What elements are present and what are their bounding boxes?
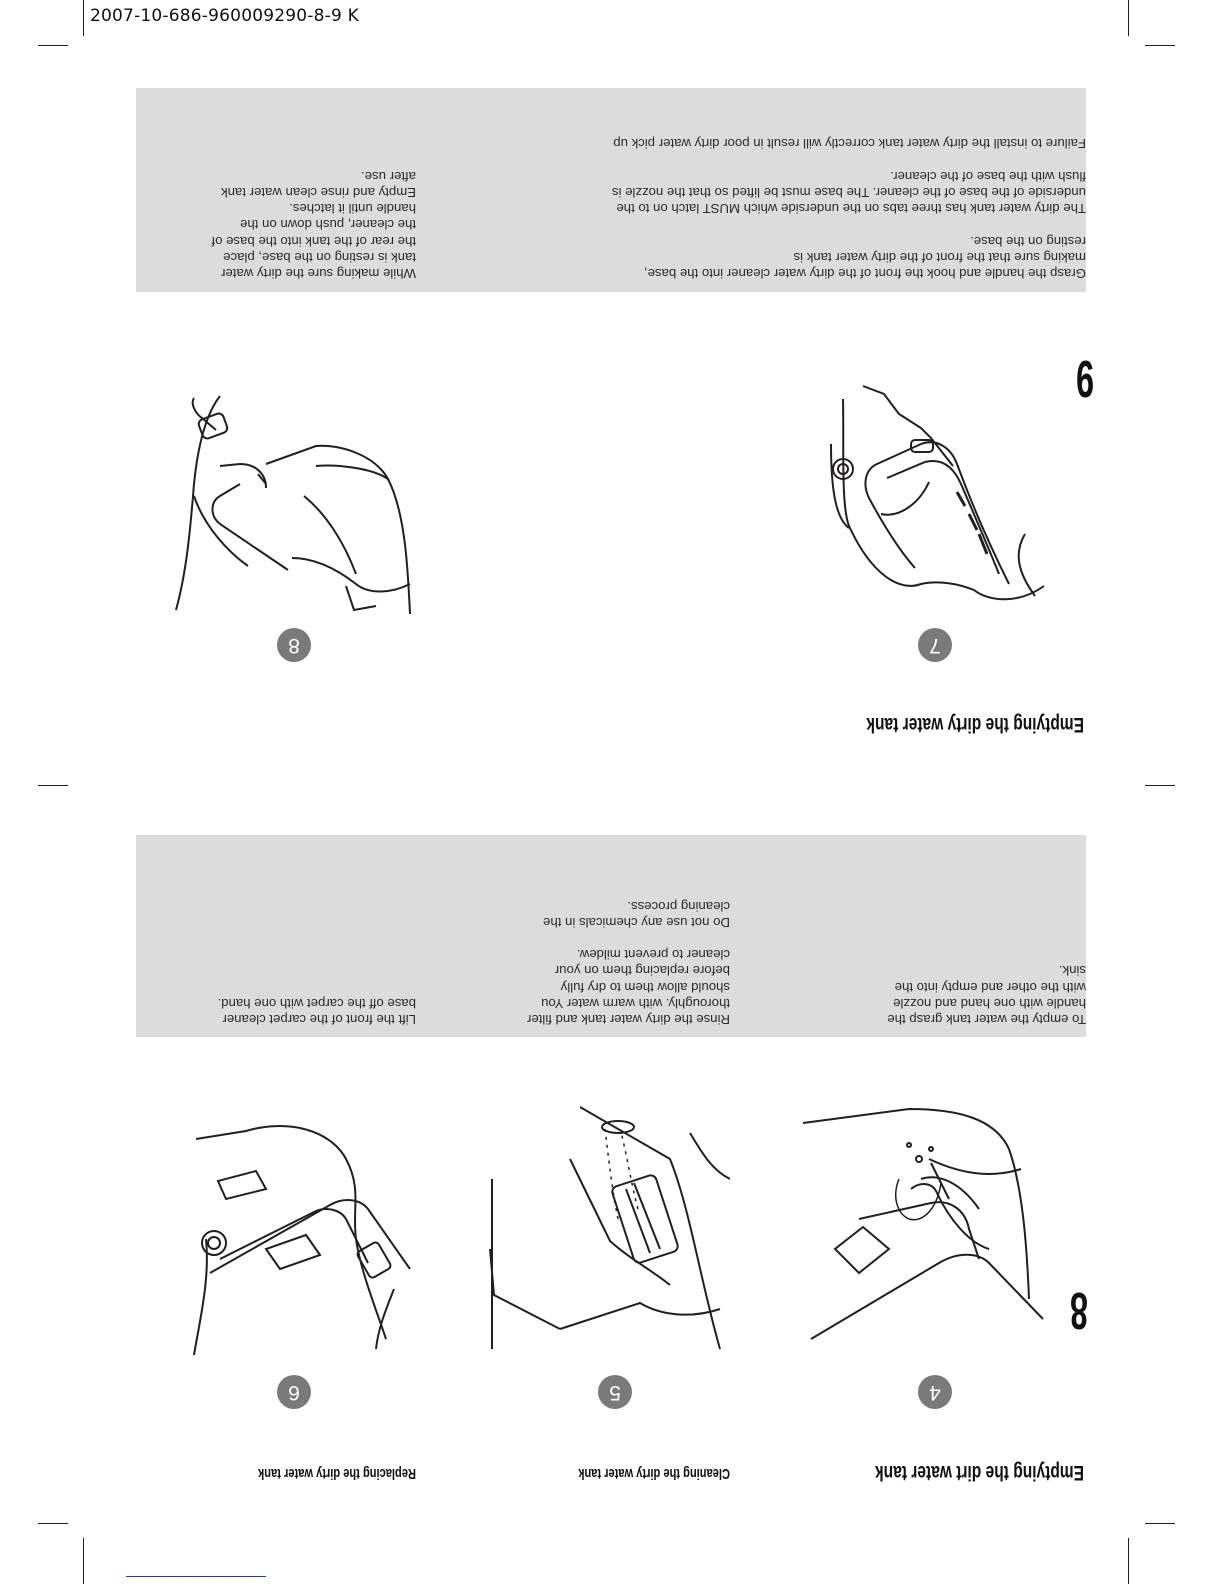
column-heading: Replacing the dirty water tank [258,1465,416,1482]
step-6-text: Lift the front of the carpet cleaner base off the carpet with one hand. [217,995,416,1027]
step-badge: 4 [918,1375,952,1409]
step-4-text: To empty the water tank grasp the handle with one hand and nozzle with the other and empty into the sink. [887,963,1086,1027]
illustration-step-4 [799,1089,1049,1359]
step-badge: 6 [277,1375,311,1409]
document-code: 2007-10-686-960009290-8-9 K [90,6,359,26]
step-5-text: Rinse the dirty water tank and filter thoroughly. with warm water You should allow them to dry fully before replacing them on your cleaner to prevent mildew. Do not use any chemicals in the cleaning process. [526,898,730,1027]
illustration-step-8 [166,374,416,614]
column-heading: Emptying the dirt water tank [875,1461,1084,1484]
illustration-step-5 [480,1089,730,1359]
illustration-step-7 [819,384,1049,614]
step-8-text: While making sure the dirty water tank is resting on the base, place the rear of the tank into the base of the cleaner, push down on the handle until it latches. Empty and rinse clean water tank after use. [211,168,416,281]
illustration-step-6 [166,1089,416,1359]
column-heading: Cleaning the dirty water tank [578,1465,730,1482]
page-number: 8 [1070,1281,1088,1339]
page-number: 9 [1076,349,1094,407]
step-badge: 7 [918,628,952,662]
step-badge: 8 [277,628,311,662]
section-title: Emptying the dirty water tank [866,713,1084,736]
step-badge: 5 [598,1375,632,1409]
step-7-text: Grasp the handle and hook the front of the dirty water cleaner into the base, making sure that the front of the dirty water tank is resting on the base. The dirty water tank has three tabs on the underside which MUST latch on to the underside of the base of the cleaner. The base must be lifted so that the nozzle is flush with the base of the cleaner. Failure to install the dirty water tank correctly will result in poor dirty water pick up [611,136,1086,281]
